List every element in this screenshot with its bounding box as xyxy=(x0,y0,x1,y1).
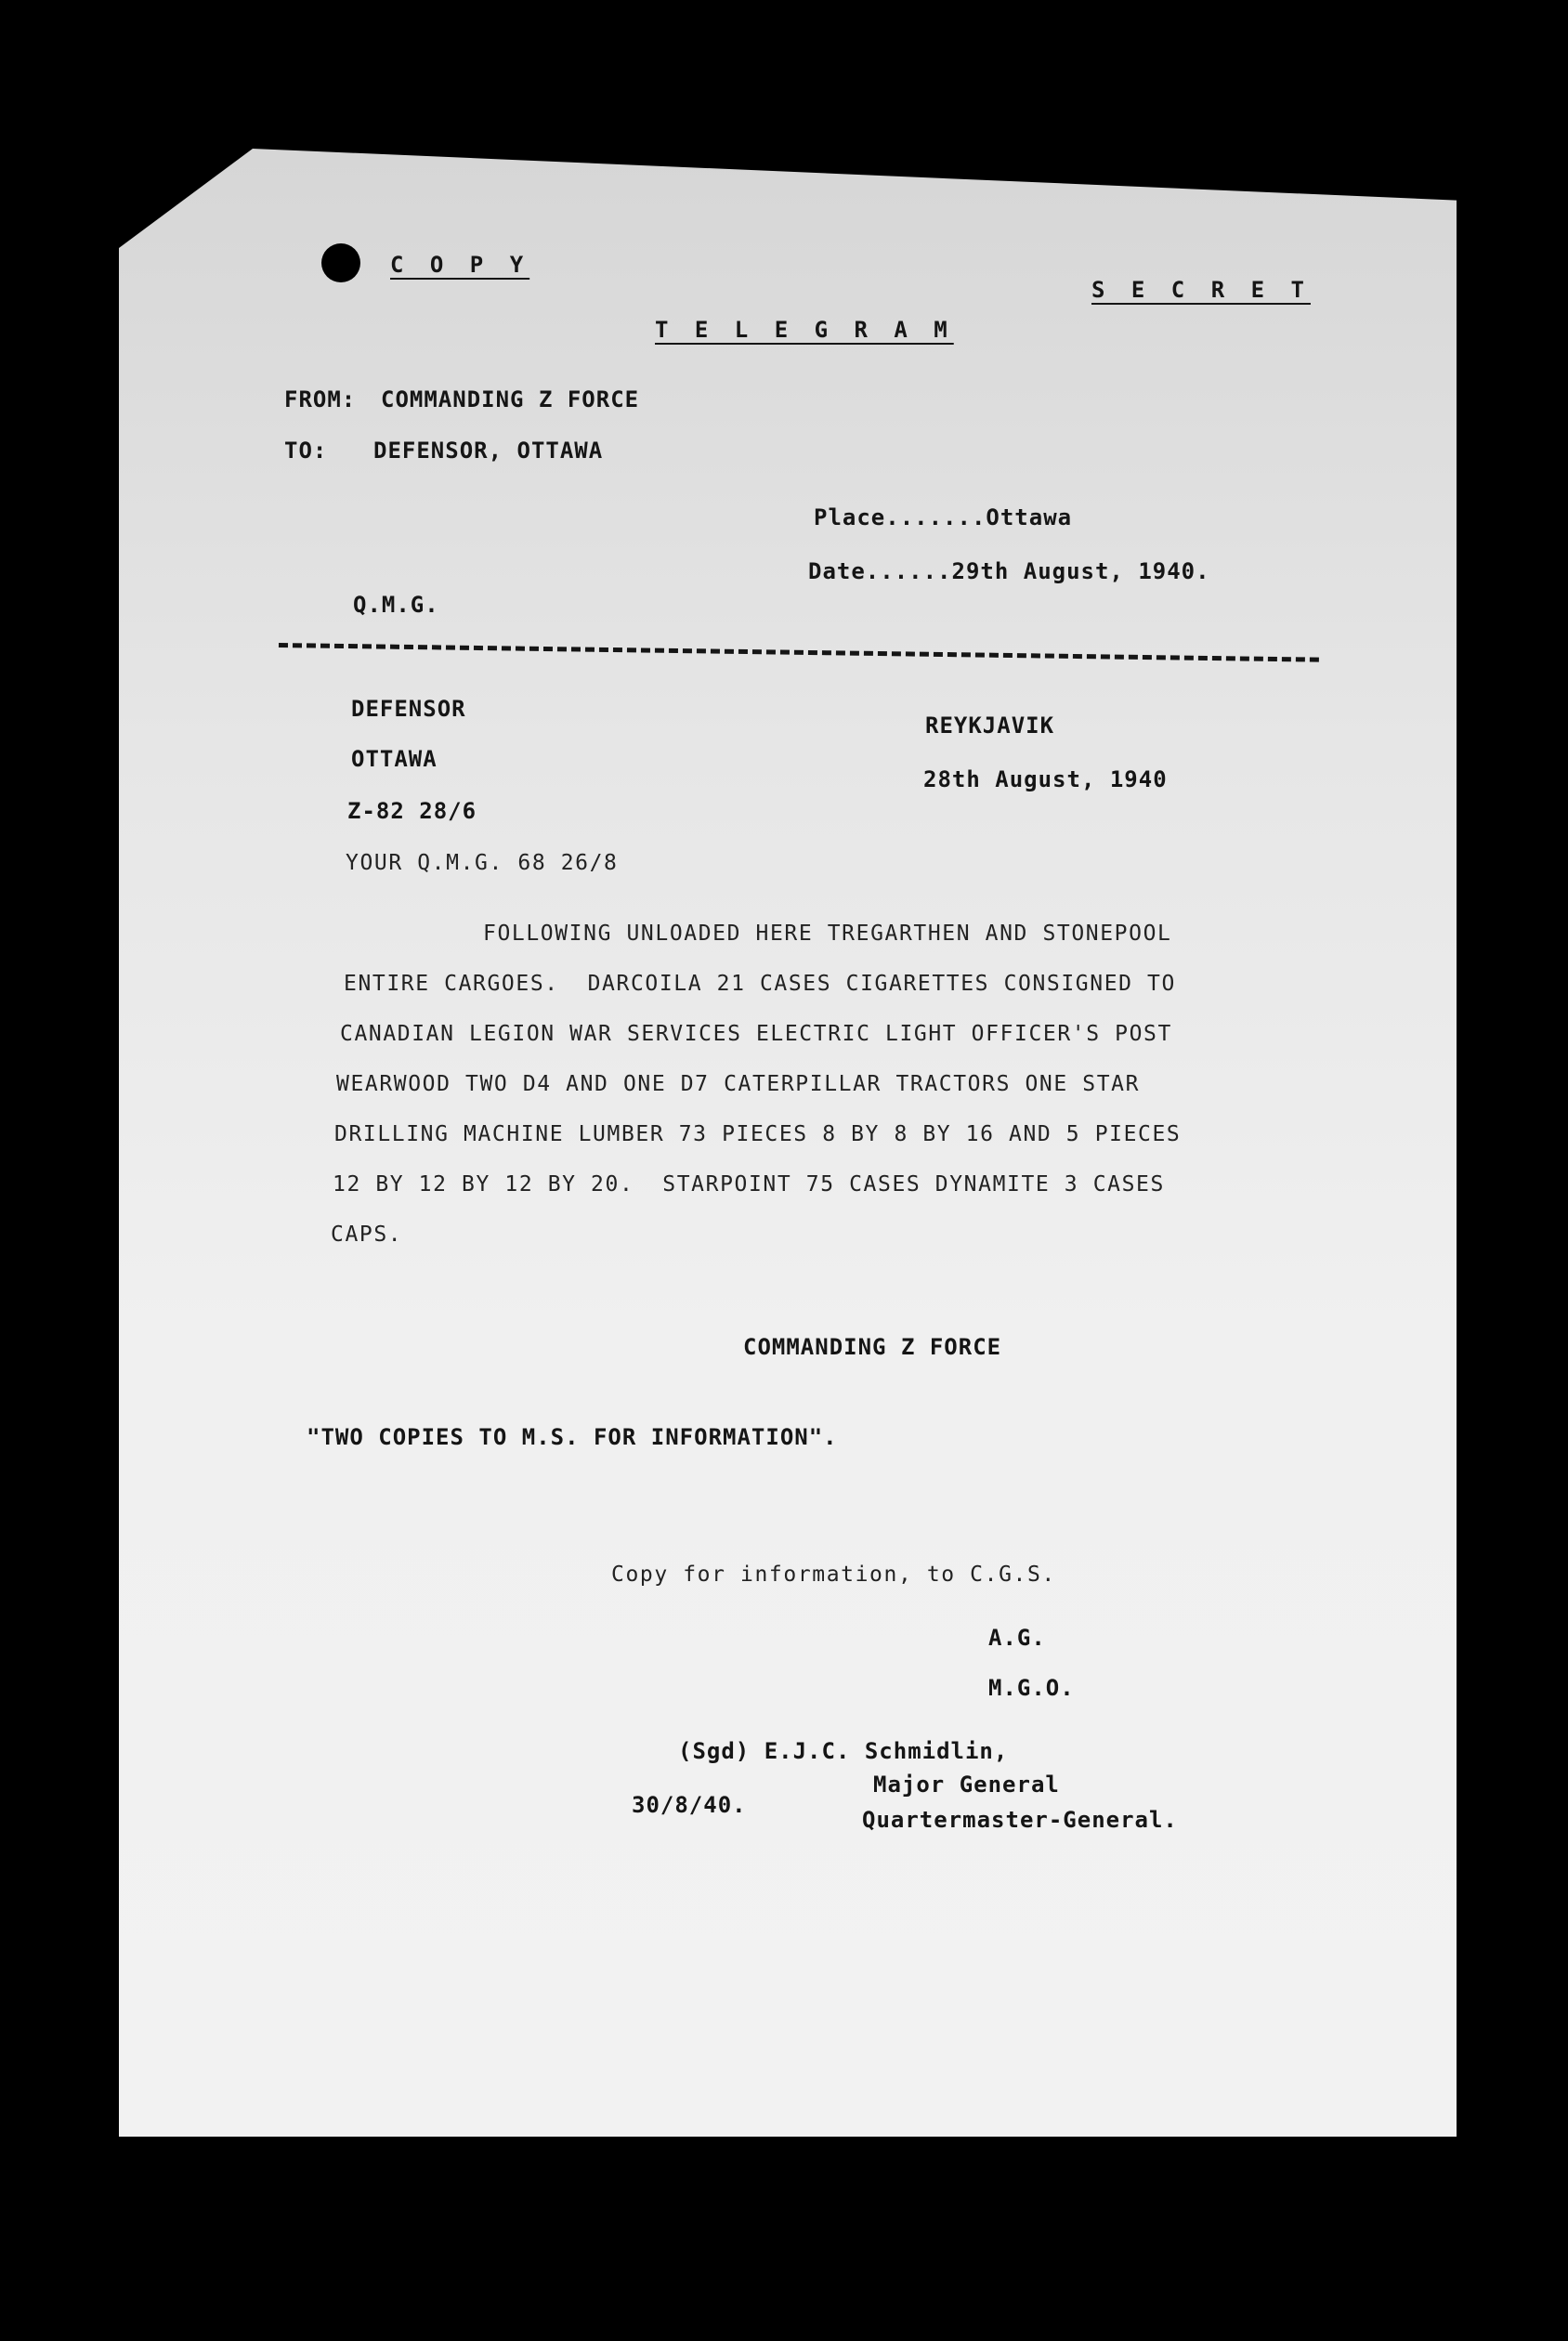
punch-hole xyxy=(321,243,360,282)
body-line: 12 BY 12 BY 12 BY 20. STARPOINT 75 CASES DYNAMITE 3 CASES xyxy=(333,1172,1165,1197)
place-line: Place.......Ottawa xyxy=(814,504,1073,530)
classification-secret: S E C R E T xyxy=(1091,277,1311,303)
addressee: DEFENSOR xyxy=(351,696,466,722)
body-line: WEARWOOD TWO D4 AND ONE D7 CATERPILLAR TRACTORS ONE STAR xyxy=(336,1072,1141,1096)
to-label: TO: xyxy=(284,438,328,464)
qmg-reference: Q.M.G. xyxy=(353,592,439,618)
body-line: CAPS. xyxy=(331,1223,403,1247)
signoff-date: 30/8/40. xyxy=(632,1792,747,1818)
origin-place: REYKJAVIK xyxy=(925,713,1055,739)
date-line: Date......29th August, 1940. xyxy=(808,558,1210,584)
signatory-rank: Major General xyxy=(873,1772,1060,1798)
body-line: ENTIRE CARGOES. DARCOILA 21 CASES CIGARETTES CONSIGNED TO xyxy=(344,972,1176,996)
body-line: FOLLOWING UNLOADED HERE TREGARTHEN AND STONEPOOL xyxy=(483,922,1172,946)
doc-type-telegram: T E L E G R A M xyxy=(655,317,954,343)
distribution-ag: A.G. xyxy=(988,1625,1046,1651)
distribution-mgo: M.G.O. xyxy=(988,1675,1075,1701)
copy-mark: C O P Y xyxy=(390,252,530,278)
distribution-annotation: "TWO COPIES TO M.S. FOR INFORMATION". xyxy=(307,1424,838,1450)
from-label: FROM: xyxy=(284,386,357,412)
addressee-city: OTTAWA xyxy=(351,746,438,772)
signatory-title: Quartermaster-General. xyxy=(862,1807,1178,1833)
signatory-name: (Sgd) E.J.C. Schmidlin, xyxy=(678,1738,1009,1764)
message-number: Z-82 28/6 xyxy=(347,798,477,824)
message-signature: COMMANDING Z FORCE xyxy=(743,1334,1002,1360)
origin-date: 28th August, 1940 xyxy=(923,766,1168,792)
to-value: DEFENSOR, OTTAWA xyxy=(373,438,604,464)
body-line: CANADIAN LEGION WAR SERVICES ELECTRIC LIGHT OFFICER'S POST xyxy=(340,1022,1172,1046)
body-line: DRILLING MACHINE LUMBER 73 PIECES 8 BY 8 BY 16 AND 5 PIECES xyxy=(334,1122,1182,1146)
distribution-cgs: Copy for information, to C.G.S. xyxy=(611,1563,1056,1587)
from-value: COMMANDING Z FORCE xyxy=(381,386,640,412)
your-reference: YOUR Q.M.G. 68 26/8 xyxy=(346,851,619,875)
